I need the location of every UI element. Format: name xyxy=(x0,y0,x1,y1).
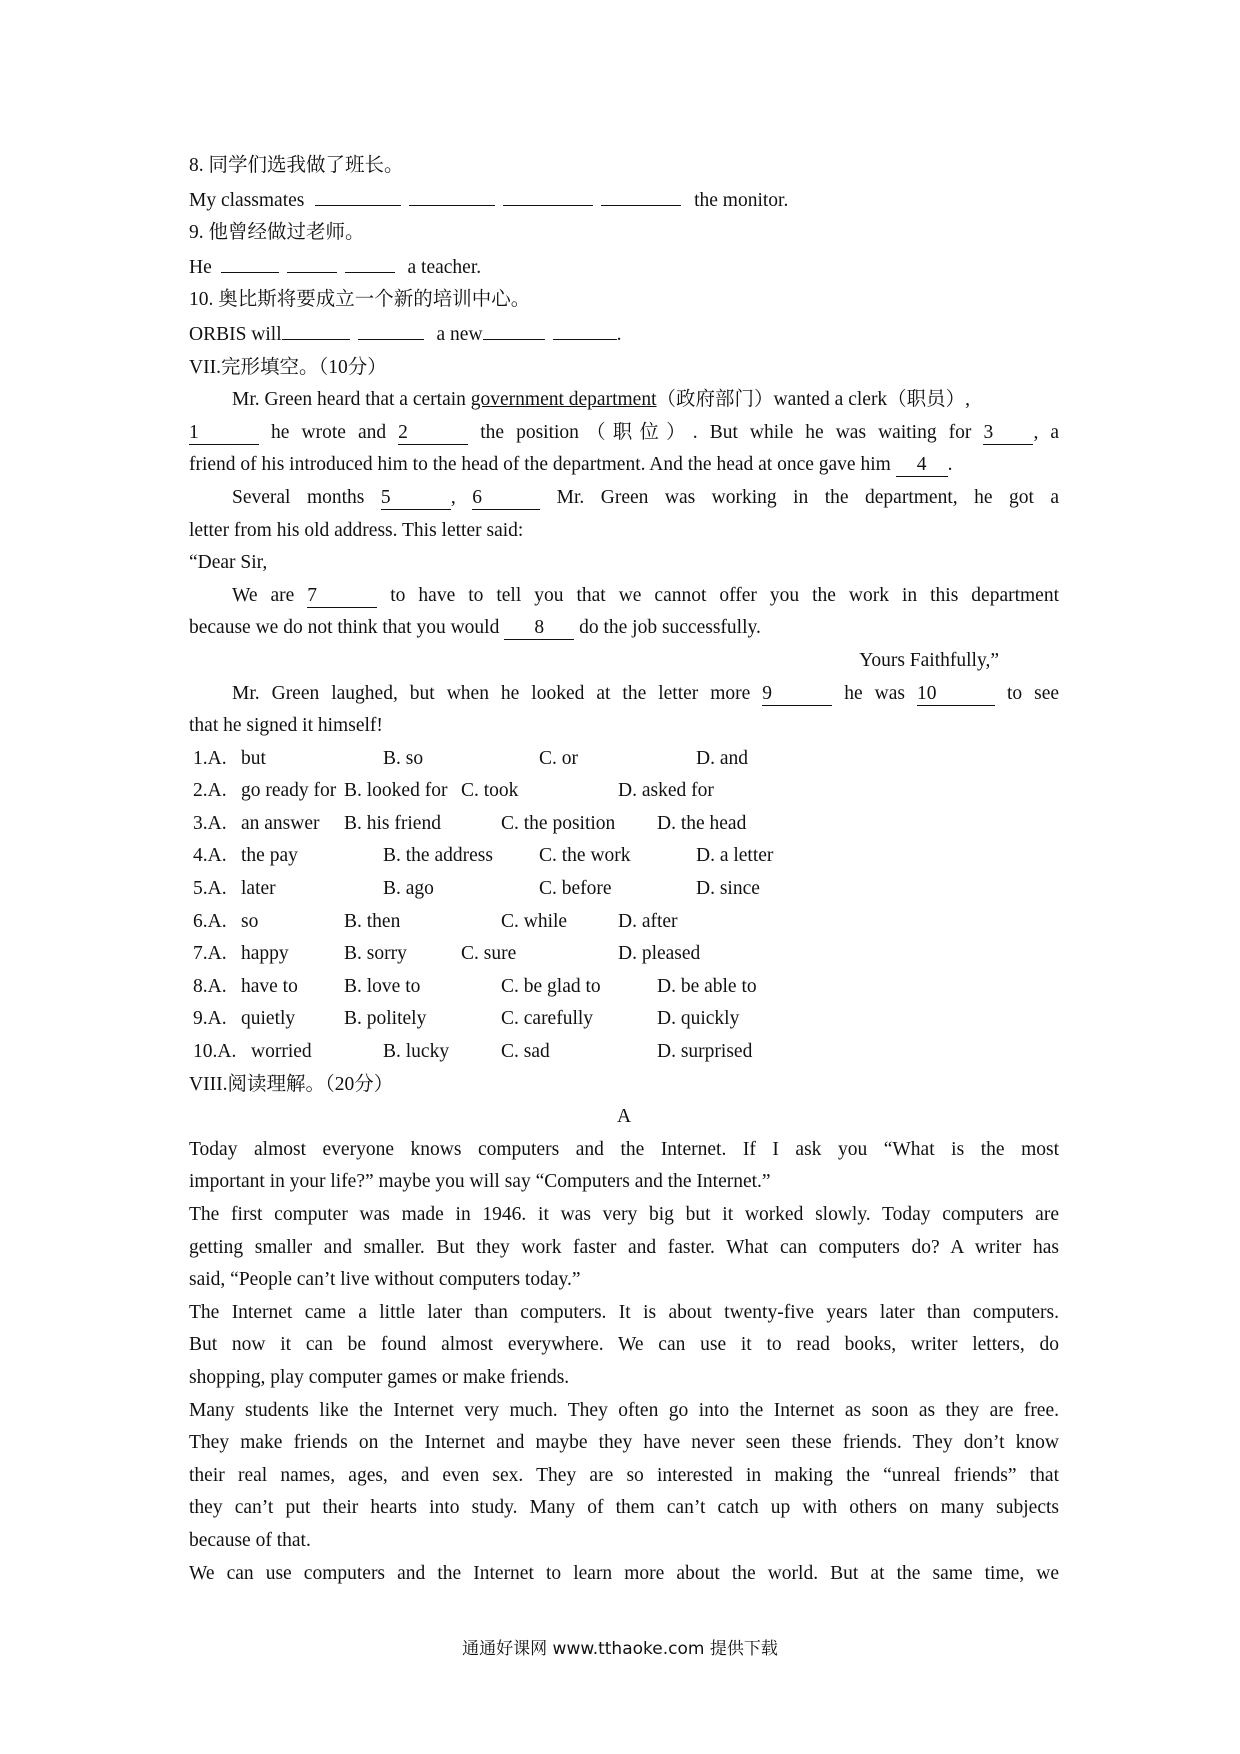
paragraph-text: We are xyxy=(232,584,295,606)
option-number: 5.A. xyxy=(193,878,227,900)
option-choice-b[interactable]: B. love to xyxy=(344,975,421,997)
option-number: 9.A. xyxy=(193,1008,227,1030)
option-row xyxy=(189,971,1059,1004)
sentence-text: ORBIS will xyxy=(189,323,282,345)
option-row xyxy=(189,808,1059,841)
paragraph-text: because we do not think that you would xyxy=(189,617,500,639)
option-choice-b[interactable]: B. ago xyxy=(383,878,434,900)
cloze-paragraph-3-line-2 xyxy=(189,612,1059,645)
option-choice-d[interactable]: D. surprised xyxy=(657,1041,753,1063)
option-row xyxy=(189,1036,1059,1069)
cloze-blank-number[interactable]: 1 xyxy=(189,422,259,445)
paragraph-text: （政府部门）wanted a clerk（职员）, xyxy=(656,389,971,411)
option-choice-d[interactable]: D. and xyxy=(696,747,748,769)
paragraph-text: , xyxy=(450,486,456,508)
section-heading: VIII.阅读理解。（20分） xyxy=(189,1073,394,1095)
option-choice-d[interactable]: D. since xyxy=(696,878,760,900)
translation-8-chinese: 8. 同学们选我做了班长。 xyxy=(189,155,404,176)
option-choice-d[interactable]: D. be able to xyxy=(657,975,757,997)
reading-line: getting smaller and smaller. But they work faster and faster. What can computers do? A writer has xyxy=(189,1236,1059,1258)
answer-blank[interactable] xyxy=(553,317,617,340)
option-choice-a[interactable]: go ready for xyxy=(241,780,337,802)
cloze-blank-number[interactable]: 5 xyxy=(381,487,451,510)
paragraph-text: Mr. Green heard that a certain xyxy=(232,389,471,411)
option-choice-b[interactable]: B. his friend xyxy=(344,812,441,834)
option-choice-a[interactable]: so xyxy=(241,910,259,932)
option-choice-c[interactable]: C. or xyxy=(539,747,578,769)
translation-8-english xyxy=(189,183,1059,218)
translation-10-chinese: 10. 奥比斯将要成立一个新的培训中心。 xyxy=(189,289,531,311)
option-row xyxy=(189,873,1059,906)
reading-line: The first computer was made in 1946. it was very big but it worked slowly. Today computers are xyxy=(189,1204,1059,1225)
option-row xyxy=(189,775,1059,808)
sentence-text: My classmates xyxy=(189,189,305,211)
option-choice-c[interactable]: C. carefully xyxy=(501,1008,594,1030)
paragraph-text: Several months xyxy=(232,486,365,508)
option-choice-c[interactable]: C. the position xyxy=(501,812,616,834)
option-choice-c[interactable]: C. before xyxy=(539,878,612,900)
footer-watermark: 通通好课网 www.tthaoke.com 提供下载 xyxy=(462,1639,778,1659)
paragraph-text: he was xyxy=(844,682,905,704)
answer-blank[interactable] xyxy=(315,183,401,206)
option-choice-a[interactable]: later xyxy=(241,878,276,900)
translation-10-english xyxy=(189,317,1059,352)
option-number: 4.A. xyxy=(193,845,227,867)
cloze-paragraph-1-line-2 xyxy=(189,417,1059,450)
reading-line: shopping, play computer games or make friends. xyxy=(189,1366,570,1388)
reading-line: because of that. xyxy=(189,1529,311,1551)
sentence-text: . xyxy=(616,323,622,345)
cloze-paragraph-4-line-2: that he signed it himself! xyxy=(189,715,383,737)
reading-line: important in your life?” maybe you will say “Computers and the Internet.” xyxy=(189,1171,771,1193)
option-choice-a[interactable]: worried xyxy=(251,1041,312,1063)
option-choice-c[interactable]: C. sad xyxy=(501,1041,550,1063)
reading-line: The Internet came a little later than computers. It is about twenty-five years later than computers. xyxy=(189,1301,1059,1323)
option-choice-b[interactable]: B. lucky xyxy=(383,1041,450,1063)
option-choice-a[interactable]: but xyxy=(241,747,266,769)
reading-line: They make friends on the Internet and maybe they have never seen these friends. They don’t know xyxy=(189,1432,1059,1454)
cloze-options-list xyxy=(189,743,1059,1069)
option-choice-a[interactable]: have to xyxy=(241,975,298,997)
cloze-paragraph-4-line-1 xyxy=(189,678,1059,711)
cloze-paragraph-1-line-3: friend of his introduced him to the head of the department. And the head at once gave him 4 . xyxy=(189,454,953,476)
option-row xyxy=(189,743,1059,776)
option-row xyxy=(189,906,1059,939)
answer-blank[interactable] xyxy=(345,250,395,273)
answer-blank[interactable] xyxy=(601,183,681,206)
sentence-text: a teacher. xyxy=(407,256,482,278)
document-page xyxy=(189,150,1059,1590)
paragraph-text: Mr. Green laughed, but when he looked at the letter more xyxy=(232,682,751,704)
option-number: 1.A. xyxy=(193,747,227,769)
paragraph-text: do the job successfully. xyxy=(579,617,761,639)
option-number: 8.A. xyxy=(193,975,227,997)
option-choice-c[interactable]: C. sure xyxy=(461,943,517,965)
paragraph-text: to have to tell you that we cannot offer you the work in this department xyxy=(390,584,1060,606)
reading-passage xyxy=(189,1134,1059,1590)
answer-blank[interactable] xyxy=(287,250,337,273)
option-choice-d[interactable]: D. after xyxy=(618,910,678,932)
answer-blank[interactable] xyxy=(409,183,495,206)
option-choice-c[interactable]: C. took xyxy=(461,780,519,802)
underlined-term: government department xyxy=(470,389,657,411)
reading-line: they can’t put their hearts into study. Many of them can’t catch up with others on many subjects xyxy=(189,1497,1059,1519)
option-number: 7.A. xyxy=(193,943,227,965)
sentence-text: He xyxy=(189,256,212,278)
cloze-blank-number[interactable]: 10 xyxy=(917,683,995,706)
option-choice-b[interactable]: B. the address xyxy=(383,845,493,867)
option-row xyxy=(189,1003,1059,1036)
option-choice-d[interactable]: D. the head xyxy=(657,812,747,834)
option-choice-c[interactable]: C. be glad to xyxy=(501,975,601,997)
paragraph-text: friend of his introduced him to the head of the department. And the head at once gave him xyxy=(189,454,891,476)
cloze-blank-number[interactable]: 8 xyxy=(504,617,574,640)
cloze-blank-number[interactable]: 4 xyxy=(896,454,948,477)
translation-9-english xyxy=(189,250,1059,285)
option-choice-c[interactable]: C. while xyxy=(501,910,568,932)
cloze-paragraph-1-line-1 xyxy=(189,384,1059,417)
reading-line: Many students like the Internet very much. They often go into the Internet as soon as they are free. xyxy=(189,1399,1059,1421)
option-choice-a[interactable]: happy xyxy=(241,943,289,965)
answer-blank[interactable] xyxy=(483,317,545,340)
answer-blank[interactable] xyxy=(358,317,424,340)
sentence-text: a new xyxy=(436,323,483,345)
option-choice-d[interactable]: D. pleased xyxy=(618,943,701,965)
cloze-paragraph-3-line-1 xyxy=(189,580,1059,613)
option-number: 10.A. xyxy=(193,1041,237,1063)
option-choice-d[interactable]: D. asked for xyxy=(618,780,714,802)
paragraph-text: he wrote and xyxy=(271,421,387,443)
letter-signoff: Yours Faithfully,” xyxy=(859,649,999,671)
cloze-blank-number[interactable]: 6 xyxy=(472,487,540,510)
letter-greeting: “Dear Sir, xyxy=(189,552,268,574)
paragraph-text: Mr. Green was working in the department, he got a xyxy=(556,486,1059,508)
reading-line: said, “People can’t live without computers today.” xyxy=(189,1269,581,1291)
option-number: 3.A. xyxy=(193,812,227,834)
option-choice-c[interactable]: C. the work xyxy=(539,845,631,867)
reading-line: Today almost everyone knows computers and the Internet. If I ask you “What is the most xyxy=(189,1138,1059,1160)
option-choice-b[interactable]: B. politely xyxy=(344,1008,427,1030)
paragraph-text: , a xyxy=(1033,421,1060,443)
reading-line: We can use computers and the Internet to learn more about the world. But at the same time, we xyxy=(189,1562,1059,1584)
option-choice-d[interactable]: D. a letter xyxy=(696,845,774,867)
option-choice-b[interactable]: B. looked for xyxy=(344,780,448,802)
cloze-blank-number[interactable]: 2 xyxy=(398,422,468,445)
answer-blank[interactable] xyxy=(221,250,279,273)
reading-line: their real names, ages, and even sex. They are so interested in making the “unreal friends” that xyxy=(189,1464,1059,1486)
option-choice-d[interactable]: D. quickly xyxy=(657,1008,740,1030)
option-choice-b[interactable]: B. sorry xyxy=(344,943,407,965)
option-choice-b[interactable]: B. so xyxy=(383,747,424,769)
option-number: 6.A. xyxy=(193,910,227,932)
option-number: 2.A. xyxy=(193,780,227,802)
section-heading: VII.完形填空。（10分） xyxy=(189,356,387,378)
reading-line: But now it can be found almost everywhere. We can use it to read books, writer letters, do xyxy=(189,1334,1059,1356)
cloze-blank-number[interactable]: 7 xyxy=(307,585,377,608)
cloze-paragraph-2-line-1 xyxy=(189,482,1059,515)
cloze-blank-number[interactable]: 9 xyxy=(762,683,832,706)
paragraph-text: to see xyxy=(1006,682,1060,704)
cloze-paragraph-2-line-2: letter from his old address. This letter said: xyxy=(189,519,524,541)
option-choice-a[interactable]: the pay xyxy=(241,845,298,867)
translation-9-chinese: 9. 他曾经做过老师。 xyxy=(189,222,365,244)
paragraph-text: the position（职位）. But while he was waiting for xyxy=(480,421,972,443)
option-row xyxy=(189,840,1059,873)
option-choice-b[interactable]: B. then xyxy=(344,910,401,932)
cloze-blank-number[interactable]: 3 xyxy=(983,422,1033,445)
answer-blank[interactable] xyxy=(282,317,350,340)
sentence-text: the monitor. xyxy=(694,189,789,211)
passage-label: A xyxy=(616,1106,632,1128)
answer-blank[interactable] xyxy=(503,183,593,206)
option-choice-a[interactable]: an answer xyxy=(241,812,320,834)
option-choice-a[interactable]: quietly xyxy=(241,1008,296,1030)
option-row xyxy=(189,938,1059,971)
